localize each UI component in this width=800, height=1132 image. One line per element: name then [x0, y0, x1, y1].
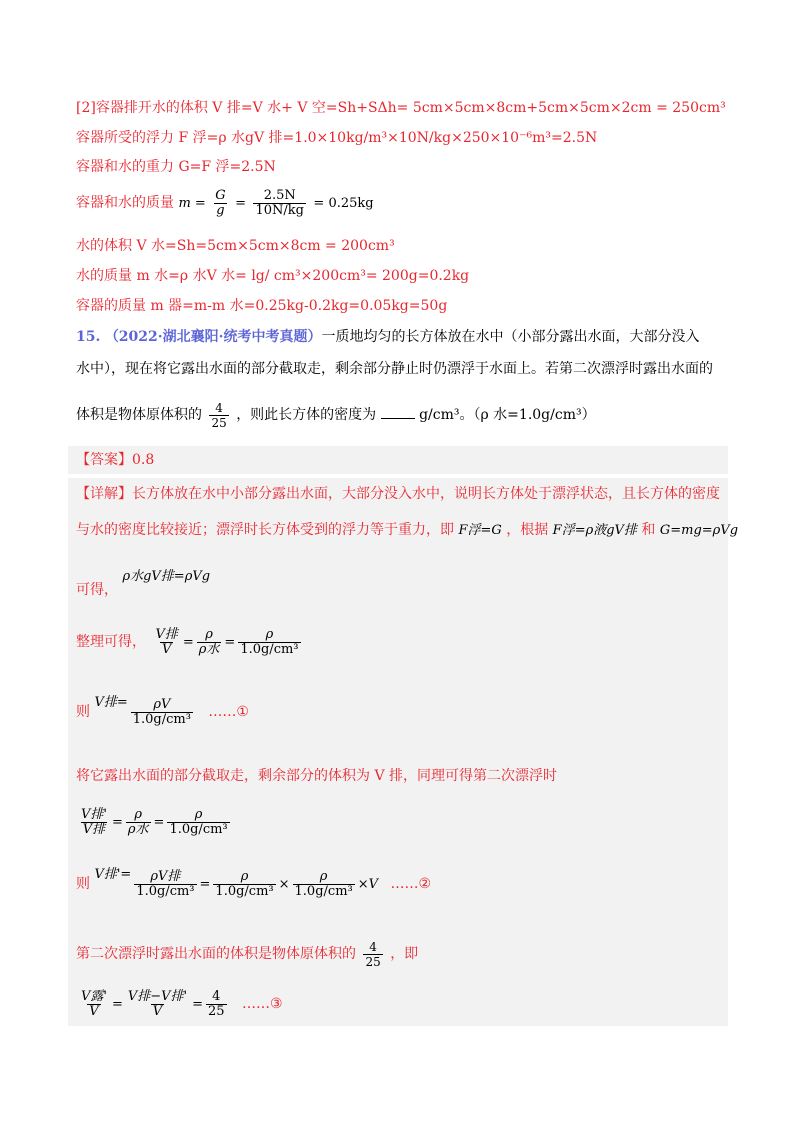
fraction-numerator: G — [215, 187, 226, 203]
fraction-4-25 — [206, 990, 227, 1019]
fraction-exposed-over-v — [79, 990, 109, 1019]
solution-line-mass — [76, 185, 374, 222]
fraction-density-over-value — [167, 808, 229, 837]
fraction-denominator: V排 — [82, 821, 106, 837]
question-line-2: 水中），现在将它露出水面的部分截取走，剩余部分静止时仍漂浮于水面上。若第二次漂浮时露出水面的 — [76, 361, 713, 377]
detail-line-2 — [76, 520, 738, 541]
fraction-numerator: ρ — [205, 626, 213, 642]
question-source: （2022·湖北襄阳·统考中考真题） — [104, 329, 322, 345]
question-text: 一质地均匀的长方体放在水中（小部分露出水面，大部分没入 — [321, 329, 700, 345]
detail-text: 第二次漂浮时露出水面的体积是物体原体积的 — [76, 946, 356, 962]
line-label: 容器和水的质量 — [76, 195, 174, 211]
fraction-numerator: 4 — [212, 988, 221, 1004]
detail-line-6: 将它露出水面的部分截取走，剩余部分的体积为 V 排，同理可得第二次漂浮时 — [76, 768, 558, 784]
fraction-denominator: V — [152, 1003, 163, 1019]
fraction-denominator: 1.0g/cm³ — [169, 821, 228, 837]
question-number: 15. — [76, 329, 101, 345]
fraction-denominator: V — [89, 1003, 99, 1019]
equation-float-equals-weight: F浮=G — [458, 523, 502, 538]
detail-text: ，根据 — [506, 522, 549, 538]
question-text: 体积是物体原体积的 — [76, 407, 202, 423]
equation-tail: ×V — [357, 877, 379, 892]
fraction-numerator: ρV排 — [150, 868, 181, 884]
fraction-denominator: 1.0g/cm³ — [136, 883, 195, 899]
fraction-rhoV-displaced — [134, 870, 196, 899]
fraction-force-over-g — [253, 189, 306, 218]
fraction-rhoV — [131, 698, 193, 727]
solution-line-displaced-volume — [76, 98, 726, 118]
equation-marker: ……③ — [242, 996, 283, 1012]
detail-line-8: 则 V排'= $\frac{\text{ρV排}}{\text{1.0g/cm³}}$ = $\frac{\rho}{\text{1.0g/cm³}}$ × $\frac{\rho}{\text{1.0g/cm³}}$ ×V ……② — [76, 867, 432, 899]
fraction-density-over-value — [213, 870, 275, 899]
fraction-numerator: ρ — [240, 868, 249, 884]
detail-text: 整理可得， — [76, 634, 146, 650]
fraction-numerator: ρ — [134, 806, 143, 822]
detail-text: 则 — [76, 704, 90, 720]
equation-lhs: V排'= — [94, 867, 132, 882]
fraction-denominator: 25 — [211, 415, 227, 430]
detail-line-4: 整理可得， $\frac{\text{V排}}{V}$ = $\frac{\rho}{\text{ρ水}}$ = $\frac{\rho}{\text{1.0g/cm³}}$ — [76, 626, 299, 657]
fraction-denominator: ρ水 — [198, 641, 220, 657]
detail-line-7: $\frac{\text{V排'}}{\text{V排}}$ = $\frac{\rho}{\text{ρ水}}$ = $\frac{\rho}{\text{1.0g/cm³}}$ — [81, 806, 228, 837]
fraction-v-ratio-second — [79, 808, 109, 837]
fraction-denominator: 25 — [208, 1003, 225, 1019]
detail-text: 和 — [641, 522, 656, 538]
answer-box — [68, 446, 728, 474]
detail-line-9 — [76, 936, 418, 972]
fraction-numerator: 4 — [369, 939, 377, 954]
detail-label: 【详解】 — [76, 486, 132, 502]
solution-line-water-volume: 水的体积 V 水=Sh=5cm×5cm×8cm = 200cm³ — [76, 238, 395, 254]
fraction-denominator: 1.0g/cm³ — [132, 711, 191, 727]
fraction-denominator: g — [216, 202, 225, 218]
fraction-G-over-g — [213, 189, 227, 218]
fraction-numerator: ρ — [265, 626, 274, 642]
answer-blank — [381, 405, 415, 419]
fraction-numerator: V排' — [81, 806, 107, 822]
line-label: 容器所受的浮力 — [76, 130, 174, 146]
solution-line-water-mass: 水的质量 m 水=ρ 水V 水= lg/ cm³×200cm³= 200g=0.2kg — [76, 268, 470, 284]
equation-archimedes: F浮=ρ液gV排 — [552, 523, 637, 538]
fraction-denominator: 10N/kg — [255, 202, 304, 218]
fraction-numerator: 4 — [215, 400, 223, 415]
fraction-numerator: V排 — [155, 626, 178, 642]
fraction-denominator: 1.0g/cm³ — [294, 883, 353, 899]
line-formula: V 排=V 水+ V 空=Sh+SΔh= 5cm×5cm×8cm+5cm×5cm×2cm = 250cm³ — [212, 100, 726, 116]
detail-line-10: $\frac{\text{V露'}}{V}$ = $\frac{\text{V排−V排'}}{V}$ = $\frac{4}{25}$ ……③ — [81, 988, 283, 1019]
equation-marker: ……① — [208, 704, 249, 720]
equation-marker: ……② — [390, 876, 432, 892]
fraction-numerator: 2.5N — [263, 187, 296, 203]
detail-text: 可得， — [76, 582, 118, 598]
question-text: ，则此长方体的密度为 — [236, 407, 377, 423]
fraction-denominator: 25 — [365, 954, 381, 969]
detail-text: 则 — [76, 876, 90, 892]
equation-lhs: V排= — [94, 695, 128, 710]
equation-equilibrium: ρ水gV排=ρVg — [122, 569, 211, 584]
solution-line-container-mass: 容器的质量 m 器=m-m 水=0.25kg-0.2kg=0.05kg=50g — [76, 298, 448, 314]
detail-line-3 — [76, 569, 211, 609]
question-line-1 — [76, 327, 700, 347]
fraction-numerator: ρV — [153, 696, 171, 712]
fraction-numerator: ρ — [194, 806, 203, 822]
fraction-denominator: 1.0g/cm³ — [240, 641, 299, 657]
mass-result: = 0.25kg — [313, 196, 374, 211]
question-line-3 — [76, 398, 596, 432]
line-label: [2]容器排开水的体积 — [76, 100, 208, 116]
detail-text: 与水的密度比较接近；漂浮时长方体受到的浮力等于重力，即 — [76, 522, 454, 538]
equals-sign: = — [235, 196, 247, 211]
math-symbol: m = — [178, 196, 206, 211]
fraction-4-25 — [363, 940, 382, 969]
fraction-v-ratio — [153, 628, 179, 657]
fraction-numerator: V排−V排' — [127, 988, 188, 1004]
solution-line-buoyancy — [76, 128, 597, 148]
detail-line-5 — [76, 692, 249, 733]
detail-line-1 — [76, 484, 720, 504]
equation-weight: G=mg=ρVg — [659, 523, 739, 538]
question-text: g/cm³。（ρ 水=1.0g/cm³） — [419, 407, 596, 423]
fraction-difference-over-v — [126, 990, 189, 1019]
detail-text: 长方体放在水中小部分露出水面，大部分没入水中，说明长方体处于漂浮状态，且长方体的密度 — [132, 486, 720, 502]
fraction-density-ratio — [126, 808, 151, 837]
fraction-denominator: 1.0g/cm³ — [215, 883, 274, 899]
fraction-density-over-value — [293, 870, 355, 899]
detail-text: ，即 — [390, 946, 419, 962]
answer-label: 【答案】0.8 — [76, 452, 155, 468]
fraction-4-25 — [209, 401, 228, 430]
fraction-denominator: V — [161, 641, 172, 657]
fraction-numerator: ρ — [319, 868, 328, 884]
fraction-denominator: ρ水 — [127, 821, 149, 837]
line-formula: F 浮=ρ 水gV 排=1.0×10kg/m³×10N/kg×250×10⁻⁶m³=2.5N — [178, 130, 598, 146]
solution-line-weight: 容器和水的重力 G=F 浮=2.5N — [76, 159, 276, 175]
fraction-numerator: V露' — [81, 988, 107, 1004]
fraction-density-ratio — [197, 628, 222, 657]
fraction-density-over-value — [238, 628, 300, 657]
